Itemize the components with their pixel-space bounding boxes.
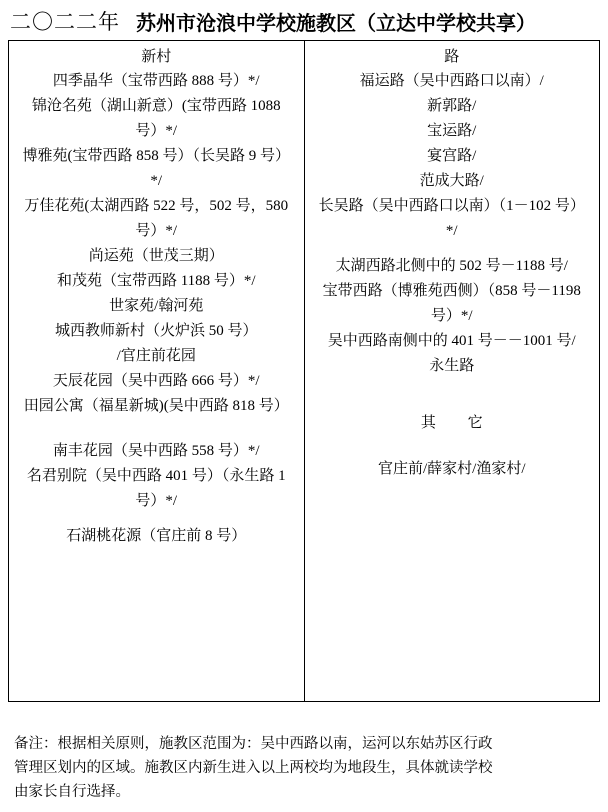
list-item: 范成大路/	[419, 173, 484, 189]
spacer	[13, 514, 300, 524]
list-item: */	[445, 223, 458, 239]
list-item: 锦沧名苑（湖山新意）(宝带西路 1088	[31, 98, 281, 114]
list-item: 天辰花园（吴中西路 666 号）*/	[52, 373, 260, 389]
list-item: 号）*/	[135, 493, 178, 509]
list-item: 官庄前/薛家村/渔家村/	[377, 461, 526, 477]
list-item: 名君别院（吴中西路 401 号）（永生路 1	[26, 468, 286, 484]
list-item: 四季晶华（宝带西路 888 号）*/	[52, 73, 260, 89]
list-item: 宝运路/	[427, 123, 477, 139]
list-item: 宴宫路/	[427, 148, 477, 164]
list-item: 城西教师新村（火炉浜 50 号）	[54, 323, 258, 339]
list-item: 宝带西路（博雅苑西侧）（858 号－1198	[322, 283, 581, 299]
spacer	[309, 437, 596, 457]
footnote-line: 管理区划内的区域。施教区内新生进入以上两校均为地段生，具体就读学校	[14, 760, 493, 776]
list-item: 号）*/	[430, 308, 473, 324]
table-row	[9, 41, 600, 702]
school-district-table	[8, 40, 600, 702]
list-item: 福运路（吴中西路口以南）/	[359, 73, 544, 89]
list-item: 长吴路（吴中西路口以南）（1－102 号）	[318, 198, 585, 214]
list-item: 新郭路/	[427, 98, 477, 114]
footnote-line: 由家长自行选择。	[14, 784, 130, 800]
page-title: 苏州市沧浪中学校施教区（立达中学校共享）	[136, 13, 536, 35]
spacer	[13, 419, 300, 439]
list-item: 万佳花苑(太湖西路 522 号，502 号，580	[24, 198, 289, 214]
list-item: 尚运苑（世茂三期）	[88, 248, 224, 264]
document-header	[0, 0, 608, 38]
footnote-line: 备注：根据相关原则，施教区范围为：吴中西路以南，运河以东姑苏区行政	[14, 736, 493, 752]
list-item: 田园公寓（福星新城)(吴中西路 818 号）	[23, 398, 289, 414]
section-label-other: 其 它	[420, 415, 497, 431]
list-item: 南丰花园（吴中西路 558 号）*/	[52, 443, 260, 459]
list-item: 号）*/	[135, 123, 178, 139]
column-header-left: 新村	[141, 49, 172, 65]
list-item: 永生路	[429, 358, 475, 374]
table-cell-right	[304, 41, 600, 702]
list-item: 太湖西路北侧中的 502 号－1188 号/	[335, 258, 568, 274]
list-item: 石湖桃花源（官庄前 8 号）	[66, 528, 247, 544]
column-header-right: 路	[444, 49, 460, 65]
spacer	[309, 244, 596, 254]
list-item: 和茂苑（宝带西路 1188 号）*/	[56, 273, 256, 289]
list-item: 博雅苑(宝带西路 858 号）（长吴路 9 号）	[22, 148, 290, 164]
footnote	[14, 732, 594, 804]
spacer	[309, 379, 596, 409]
list-item: 号）*/	[135, 223, 178, 239]
list-item: /官庄前花园	[116, 348, 196, 364]
list-item: 世家苑/翰河苑	[109, 298, 204, 314]
list-item: */	[150, 173, 163, 189]
list-item: 吴中西路南侧中的 401 号－－1001 号/	[327, 333, 576, 349]
table-cell-left	[9, 41, 305, 702]
header-year: 二〇二二年	[10, 10, 120, 34]
